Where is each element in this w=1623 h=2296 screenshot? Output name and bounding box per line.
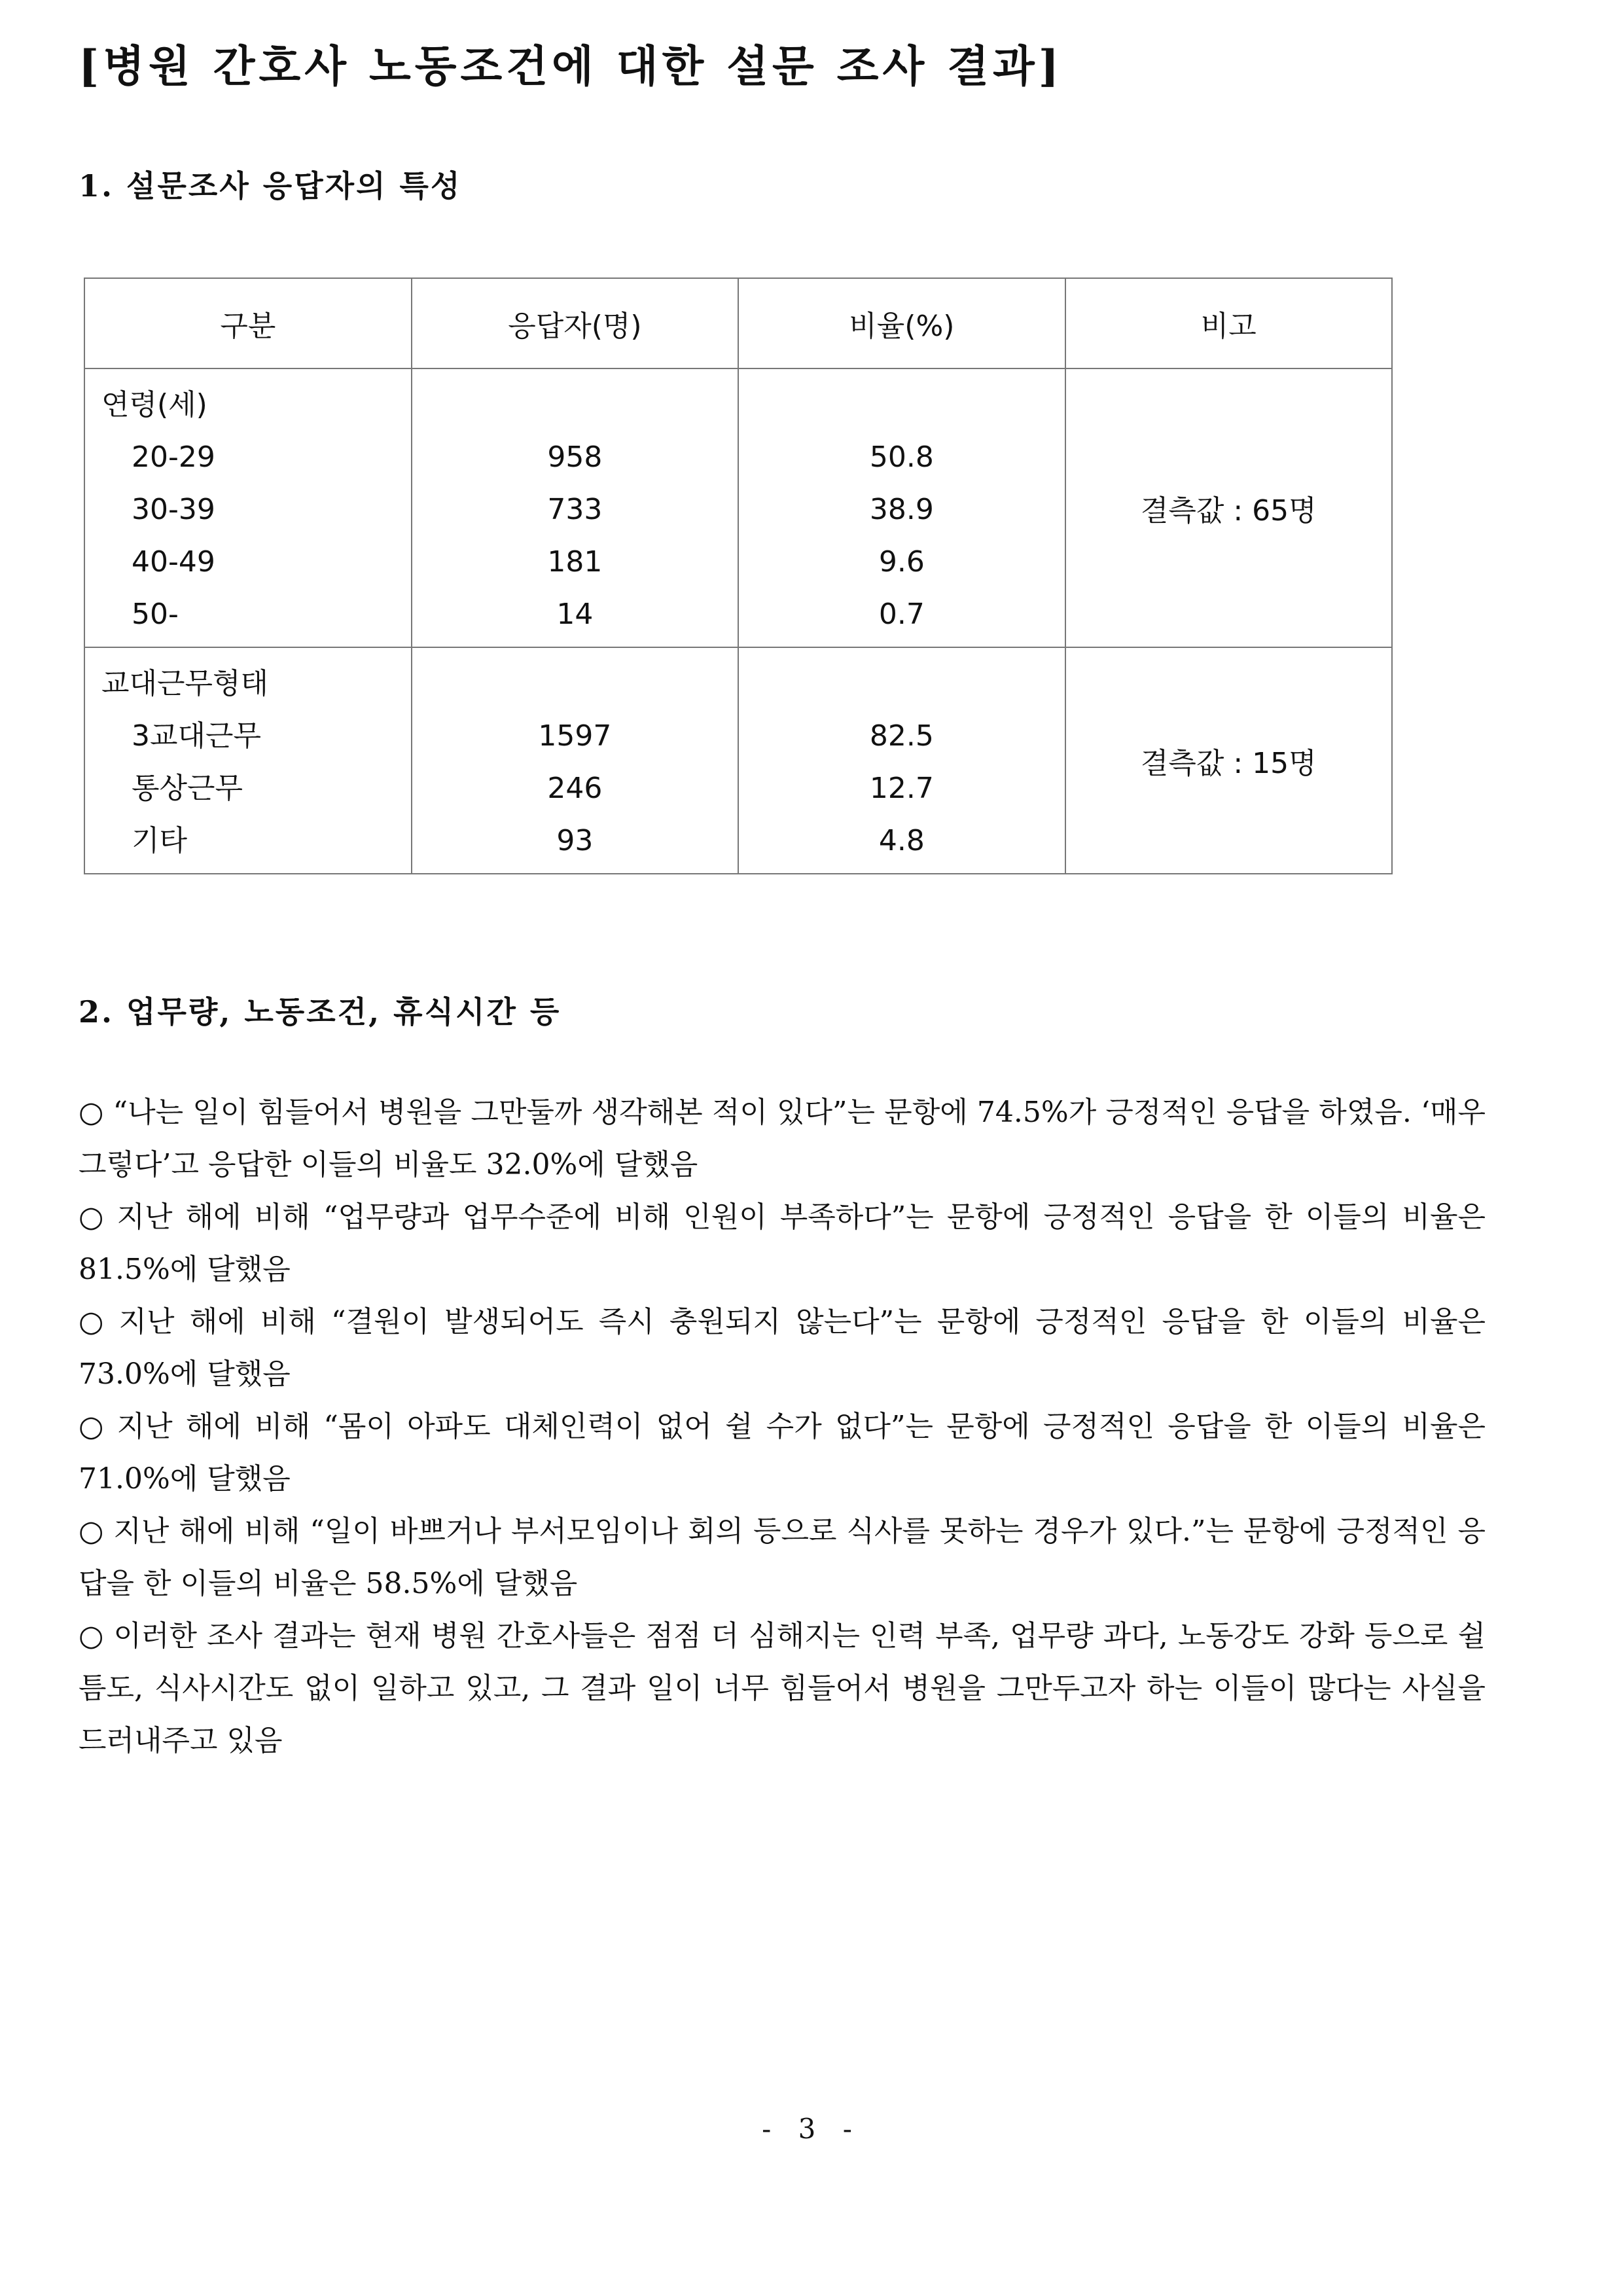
finding-text: 지난 해에 비해 “몸이 아파도 대체인력이 없어 쉴 수가 없다”는 문항에 긍정적인 응답을 한 이들의 비율은 71.0%에 달했음	[79, 1410, 1486, 1496]
circle-bullet-icon: ○	[79, 1305, 110, 1338]
ratio-value: 38.9	[869, 493, 934, 526]
category-label: 30-39	[132, 493, 215, 526]
finding-paragraph	[79, 1401, 1486, 1505]
section-2-heading: 2. 업무량, 노동조건, 휴식시간 등	[79, 994, 562, 1030]
count-value: 246	[547, 772, 603, 805]
ratio-value: 12.7	[869, 772, 934, 805]
category-label: 50-	[132, 598, 179, 631]
circle-bullet-icon: ○	[79, 1515, 105, 1548]
section-1-heading: 1. 설문조사 응답자의 특성	[79, 168, 462, 204]
category-label: 40-49	[132, 545, 215, 579]
finding-paragraph	[79, 1610, 1486, 1767]
findings-list	[79, 1086, 1486, 1767]
count-value: 14	[556, 598, 594, 631]
document-title: [병원 간호사 노동조건에 대한 설문 조사 결과]	[79, 41, 1063, 92]
header-ratio: 비율(%)	[738, 278, 1065, 368]
age-ratio-cell	[738, 368, 1065, 647]
table-group-shift	[84, 647, 1392, 874]
finding-text: 지난 해에 비해 “결원이 발생되어도 즉시 충원되지 않는다”는 문항에 긍정적인 응답을 한 이들의 비율은 73.0%에 달했음	[79, 1305, 1486, 1391]
age-count-cell	[412, 368, 738, 647]
group-label-age: 연령(세)	[101, 388, 207, 422]
ratio-value: 9.6	[878, 545, 925, 579]
count-value: 181	[547, 545, 603, 579]
shift-remarks-cell: 결측값 : 15명	[1065, 647, 1392, 874]
shift-ratio-cell	[738, 647, 1065, 874]
ratio-value: 4.8	[878, 824, 925, 857]
circle-bullet-icon: ○	[79, 1096, 104, 1129]
ratio-value: 50.8	[869, 440, 934, 474]
table-group-age	[84, 368, 1392, 647]
respondent-characteristics-table	[84, 278, 1393, 874]
finding-paragraph	[79, 1086, 1486, 1191]
finding-paragraph	[79, 1191, 1486, 1296]
finding-paragraph	[79, 1505, 1486, 1610]
category-label: 통상근무	[132, 772, 243, 805]
age-category-cell	[84, 368, 412, 647]
header-respondents: 응답자(명)	[412, 278, 738, 368]
ratio-value: 82.5	[869, 719, 934, 753]
finding-text: 이러한 조사 결과는 현재 병원 간호사들은 점점 더 심해지는 인력 부족, 업무량 과다, 노동강도 강화 등으로 쉴 틈도, 식사시간도 없이 일하고 있고, 그 결과 일이 너무 힘들어서 병원을 그만두고자 하는 이들이 많다는 사실을 드러내주고 있음	[79, 1619, 1486, 1757]
ratio-value: 0.7	[878, 598, 925, 631]
header-remarks: 비고	[1065, 278, 1392, 368]
circle-bullet-icon: ○	[79, 1410, 108, 1443]
category-label: 기타	[132, 824, 188, 857]
table-header-row	[84, 278, 1392, 368]
circle-bullet-icon: ○	[79, 1200, 108, 1234]
finding-paragraph	[79, 1296, 1486, 1401]
finding-text: 지난 해에 비해 “업무량과 업무수준에 비해 인원이 부족하다”는 문항에 긍정적인 응답을 한 이들의 비율은 81.5%에 달했음	[79, 1200, 1486, 1286]
header-category: 구분	[84, 278, 412, 368]
category-label: 3교대근무	[132, 719, 262, 753]
count-value: 93	[556, 824, 594, 857]
count-value: 733	[547, 493, 603, 526]
age-remarks-cell: 결측값 : 65명	[1065, 368, 1392, 647]
category-label: 20-29	[132, 440, 215, 474]
shift-category-cell	[84, 647, 412, 874]
shift-count-cell	[412, 647, 738, 874]
circle-bullet-icon: ○	[79, 1619, 105, 1653]
count-value: 1597	[538, 719, 612, 753]
group-label-shift: 교대근무형태	[101, 667, 269, 700]
page-number: - 3 -	[762, 2113, 861, 2145]
count-value: 958	[547, 440, 603, 474]
finding-text: “나는 일이 힘들어서 병원을 그만둘까 생각해본 적이 있다”는 문항에 74.5%가 긍정적인 응답을 하였음. ‘매우 그렇다’고 응답한 이들의 비율도 32.0%에 달했음	[79, 1096, 1486, 1181]
respondent-table-container	[84, 278, 1393, 874]
finding-text: 지난 해에 비해 “일이 바쁘거나 부서모임이나 회의 등으로 식사를 못하는 경우가 있다.”는 문항에 긍정적인 응답을 한 이들의 비율은 58.5%에 달했음	[79, 1515, 1486, 1600]
